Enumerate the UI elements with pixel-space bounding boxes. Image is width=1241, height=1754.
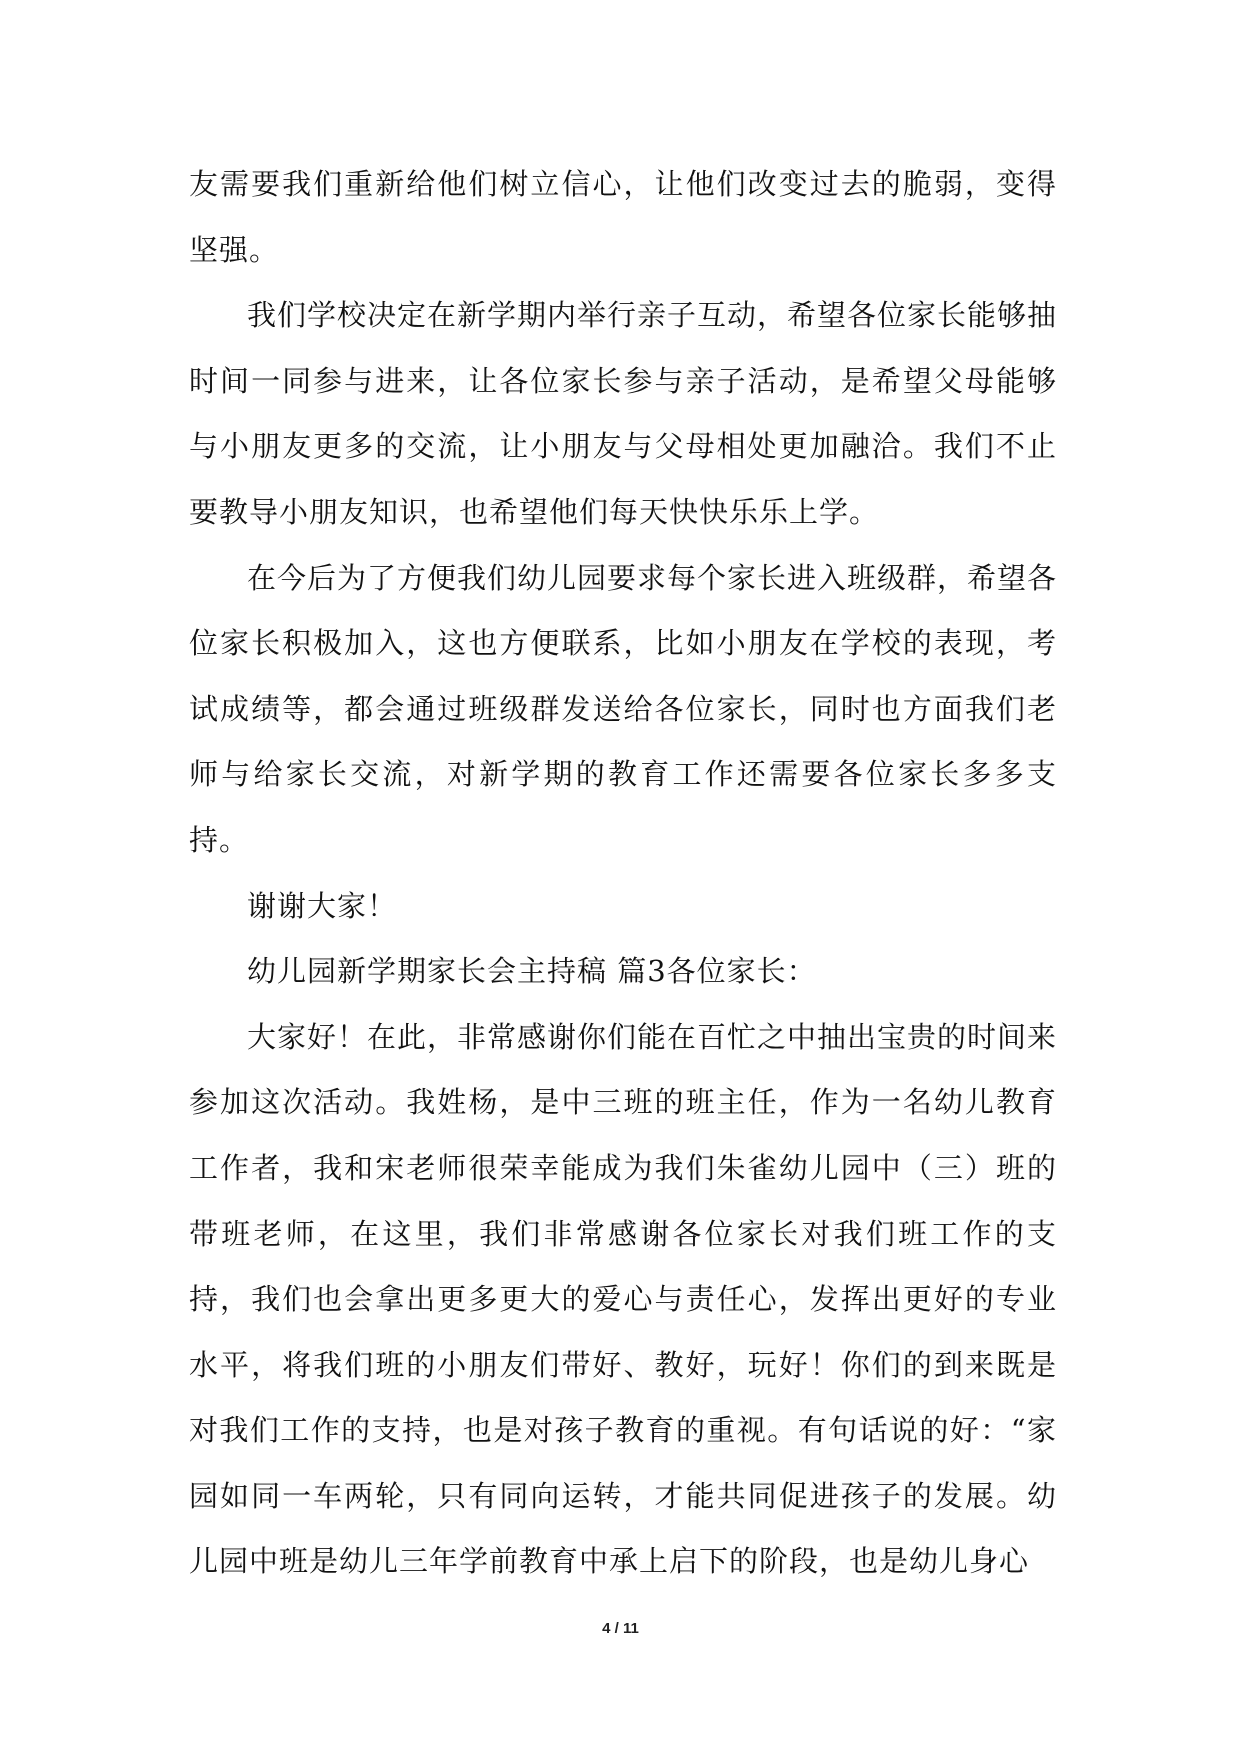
paragraph-2: 我们学校决定在新学期内举行亲子互动，希望各位家长能够抽时间一同参与进来，让各位家长参与亲子活动，是希望父母能够与小朋友更多的交流，让小朋友与父母相处更加融洽。我们不止要教导小朋友知识，也希望他们每天快快乐乐上学。	[189, 298, 1058, 529]
page-number: 4 / 11	[602, 1620, 639, 1637]
paragraph-6: 大家好！在此，非常感谢你们能在百忙之中抽出宝贵的时间来参加这次活动。我姓杨，是中三班的班主任，作为一名幼儿教育工作者，我和宋老师很荣幸能成为我们朱雀幼儿园中（三）班的带班老师，在这里，我们非常感谢各位家长对我们班工作的支持，我们也会拿出更多更大的爱心与责任心，发挥出更好的专业水平，将我们班的小朋友们带好、教好，玩好！你们的到来既是对我们工作的支持，也是对孩子教育的重视。有句话说的好：“家园如同一车两轮，只有同向运转，才能共同促进孩子的发展。幼儿园中班是幼儿三年学前教育中承上启下的阶段，也是幼儿身心	[189, 1019, 1058, 1579]
document-body	[189, 152, 1057, 1595]
paragraph-4: 谢谢大家！	[247, 888, 398, 923]
paragraph-5: 幼儿园新学期家长会主持稿 篇3各位家长：	[247, 954, 817, 989]
paragraph-1: 友需要我们重新给他们树立信心，让他们改变过去的脆弱，变得坚强。	[189, 167, 1057, 267]
paragraph-3: 在今后为了方便我们幼儿园要求每个家长进入班级群，希望各位家长积极加入，这也方便联系，比如小朋友在学校的表现，考试成绩等，都会通过班级群发送给各位家长，同时也方面我们老师与给家长交流，对新学期的教育工作还需要各位家长多多支持。	[189, 560, 1058, 857]
